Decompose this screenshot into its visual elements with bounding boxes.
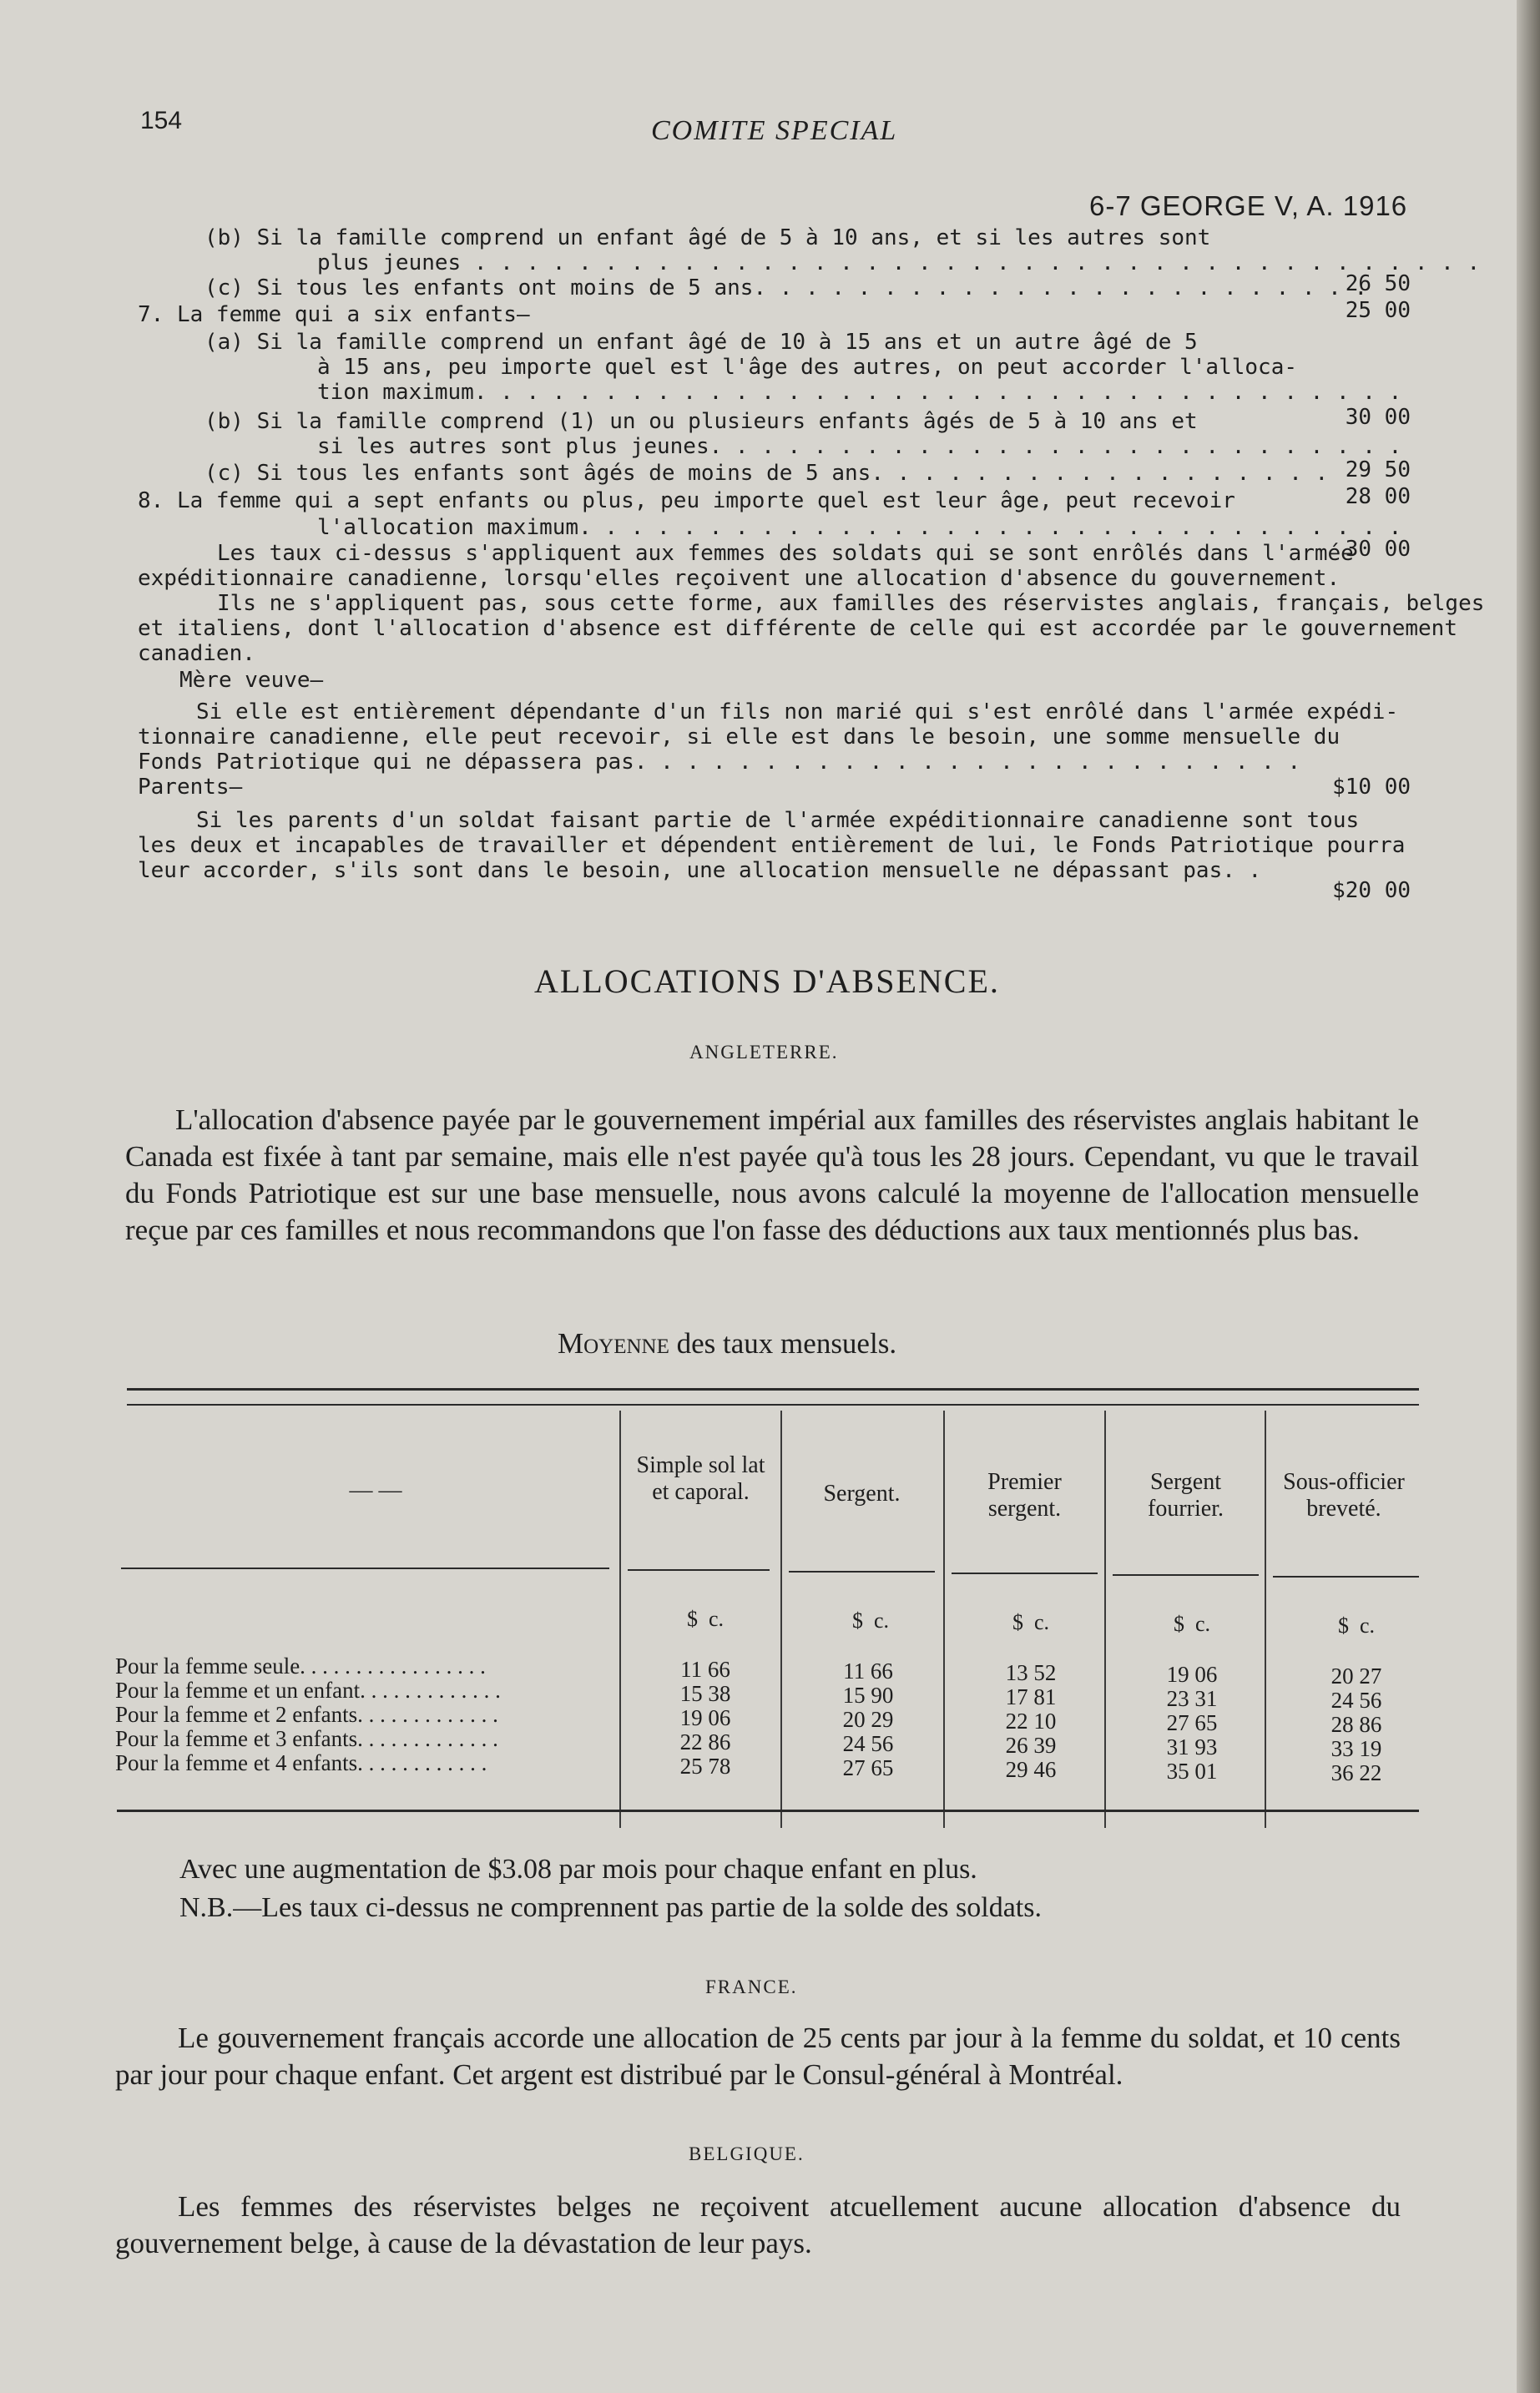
table-cell: 19 06 <box>1166 1662 1218 1687</box>
column-divider <box>780 1411 782 1828</box>
column-header: Sergent. <box>823 1481 901 1507</box>
table-cell: 22 86 <box>679 1729 731 1754</box>
table-cell: 25 78 <box>679 1754 731 1779</box>
column-header: Premier sergent. <box>987 1469 1062 1522</box>
table-cell: 28 86 <box>1330 1712 1382 1737</box>
unit-dollar: $ <box>1012 1610 1023 1634</box>
column-header: Sous-officier breveté. <box>1283 1469 1405 1522</box>
list-line: 7. La femme qui a six enfants— <box>138 302 530 327</box>
list-line: Si les parents d'un soldat faisant partie de l'armée expéditionnaire canadienne sont tous <box>196 808 1360 833</box>
table-row-label: Pour la femme seule. . . . . . . . . . . . . . . . . <box>115 1653 486 1679</box>
header-underline <box>1273 1576 1419 1578</box>
table-caption-lead: Moyenne <box>558 1327 669 1360</box>
england-paragraph: L'allocation d'absence payée par le gouvernement impérial aux familles des réservistes anglais habitant le Canada est fixée à tant par semaine, mais elle n'est payée qu'à tous les 28 jours. Cependant, vu que le travail du Fonds Patriotique est sur une base mensuelle, nous avons calculé la moyenne de l'allocation mensuelle reçue par ces familles et nous recommandons que l'on fasse des déductions aux taux mentionnés plus bas. <box>125 1103 1419 1246</box>
table-cell: 29 46 <box>1005 1757 1057 1782</box>
list-line: à 15 ans, peu importe quel est l'âge des autres, on peut accorder l'alloca- <box>317 355 1297 380</box>
column-header: Simple sol lat et caporal. <box>636 1452 765 1505</box>
unit-cent: c. <box>708 1607 725 1631</box>
table-cell: 20 29 <box>842 1707 894 1732</box>
table-row-label: Pour la femme et 4 enfants. . . . . . . . . . . . <box>115 1750 487 1775</box>
list-amount: 26 50 <box>1345 271 1411 296</box>
table-cell: 13 52 <box>1005 1660 1057 1685</box>
table-cell: 36 22 <box>1330 1760 1382 1785</box>
list-amount: $20 00 <box>1332 878 1411 903</box>
france-paragraph: Le gouvernement français accorde une allocation de 25 cents par jour à la femme du soldat, et 10 cents par jour pour chaque enfant. Cet argent est distribué par le Consul-général à Montréal. <box>115 2022 1401 2091</box>
header-underline <box>952 1573 1098 1574</box>
table-row-label: Pour la femme et 2 enfants. . . . . . . . . . . . . <box>115 1702 498 1727</box>
list-amount: 30 00 <box>1345 537 1411 562</box>
table-cell: 15 38 <box>679 1681 731 1706</box>
table-cell: 35 01 <box>1166 1759 1218 1784</box>
list-line: tion maximum. . . . . . . . . . . . . . . . . . . . . . . . . . . . . . . . . . . . <box>317 380 1402 405</box>
table-top-rule <box>127 1388 1419 1391</box>
list-amount: 28 00 <box>1345 484 1411 509</box>
unit-label <box>1327 1613 1386 1638</box>
table-cell: 24 56 <box>842 1731 894 1756</box>
list-amount: $10 00 <box>1332 775 1411 800</box>
list-line: et italiens, dont l'allocation d'absence est différente de celle qui est accordée par le gouvernement <box>138 616 1457 641</box>
unit-dollar: $ <box>851 1608 863 1633</box>
table-top-rule-2 <box>127 1404 1419 1406</box>
list-amount: 29 50 <box>1345 457 1411 482</box>
header-underline <box>628 1569 770 1571</box>
table-caption <box>558 1327 896 1361</box>
note-nb: N.B.—Les taux ci-dessus ne comprennent pas partie de la solde des soldats. <box>179 1892 1042 1923</box>
column-divider <box>1104 1411 1106 1828</box>
header-underline <box>121 1568 609 1569</box>
table-cell: 20 27 <box>1330 1663 1382 1689</box>
table-cell: 17 81 <box>1005 1684 1057 1709</box>
list-line: leur accorder, s'ils sont dans le besoin, une allocation mensuelle ne dépassant pas. . <box>138 858 1262 883</box>
table-cell: 22 10 <box>1005 1709 1057 1734</box>
unit-dollar: $ <box>686 1607 698 1631</box>
list-amount: 30 00 <box>1345 405 1411 430</box>
unit-dollar: $ <box>1337 1613 1349 1638</box>
table-cell: 11 66 <box>680 1657 730 1682</box>
header-underline <box>1113 1574 1259 1576</box>
page-number: 154 <box>140 107 183 134</box>
list-line: si les autres sont plus jeunes. . . . . . . . . . . . . . . . . . . . . . . . . . . <box>317 434 1402 459</box>
table-cell: 24 56 <box>1330 1688 1382 1713</box>
unit-cent: c. <box>1359 1613 1376 1638</box>
table-cell: 11 66 <box>843 1658 893 1684</box>
subheading-england: ANGLETERRE. <box>689 1042 839 1063</box>
table-row-label: Pour la femme et 3 enfants. . . . . . . . . . . . . <box>115 1726 498 1751</box>
list-line: (b) Si la famille comprend un enfant âgé de 5 à 10 ans, et si les autres sont <box>204 225 1211 250</box>
unit-label <box>1163 1612 1221 1637</box>
list-line: Fonds Patriotique qui ne dépassera pas. . . . . . . . . . . . . . . . . . . . . . . . . . <box>138 750 1301 775</box>
column-divider <box>1265 1411 1266 1828</box>
list-line: (b) Si la famille comprend (1) un ou plusieurs enfants âgés de 5 à 10 ans et <box>204 409 1198 434</box>
table-cell: 15 90 <box>842 1683 894 1708</box>
running-title: COMITE SPECIAL <box>651 115 898 146</box>
list-line: plus jeunes . . . . . . . . . . . . . . . . . . . . . . . . . . . . . . . . . . . . . . . <box>317 250 1481 275</box>
list-line: les deux et incapables de travailler et dépendent entièrement de lui, le Fonds Patriotique pourra <box>138 833 1406 858</box>
list-amount: 25 00 <box>1345 298 1411 323</box>
table-cell: 33 19 <box>1330 1736 1382 1761</box>
list-line: Les taux ci-dessus s'appliquent aux femmes des soldats qui se sont enrôlés dans l'armée <box>217 541 1354 566</box>
table-cell: 23 31 <box>1166 1686 1218 1711</box>
subheading-belgium: BELGIQUE. <box>689 2143 805 2164</box>
belgium-paragraph: Les femmes des réservistes belges ne reçoivent atcuellement aucune allocation d'absence du gouvernement belge, à cause de la dévastation de leur pays. <box>115 2190 1401 2259</box>
table-cell: 27 65 <box>842 1755 894 1780</box>
list-line: tionnaire canadienne, elle peut recevoir, si elle est dans le besoin, une somme mensuelle du <box>138 724 1341 750</box>
list-line: Si elle est entièrement dépendante d'un fils non marié qui s'est enrôlé dans l'armée expédi- <box>196 699 1399 724</box>
list-line: l'allocation maximum. . . . . . . . . . . . . . . . . . . . . . . . . . . . . . . . <box>317 515 1402 540</box>
column-divider <box>619 1411 621 1828</box>
table-caption-rest: des taux mensuels. <box>669 1327 897 1360</box>
unit-label <box>1002 1610 1060 1635</box>
table-cell: 31 93 <box>1166 1734 1218 1759</box>
column-header: Sergent fourrier. <box>1148 1469 1224 1522</box>
list-line: Ils ne s'appliquent pas, sous cette forme, aux familles des réservistes anglais, français, belges <box>217 591 1485 616</box>
unit-cent: c. <box>1194 1612 1211 1636</box>
subheading-france: FRANCE. <box>705 1976 798 1997</box>
list-line: (a) Si la famille comprend un enfant âgé de 10 à 15 ans et un autre âgé de 5 <box>204 330 1198 355</box>
note-increase: Avec une augmentation de $3.08 par mois pour chaque enfant en plus. <box>179 1854 977 1885</box>
column-divider <box>943 1411 945 1828</box>
session-label: 6-7 GEORGE V, A. 1916 <box>1089 190 1408 221</box>
list-line: expéditionnaire canadienne, lorsqu'elles reçoivent une allocation d'absence du gouvernement. <box>138 566 1341 591</box>
header-underline <box>789 1571 935 1573</box>
table-cell: 26 39 <box>1005 1733 1057 1758</box>
list-line: (c) Si tous les enfants sont âgés de moins de 5 ans. . . . . . . . . . . . . . . . . . <box>204 461 1329 486</box>
table-cell: 27 65 <box>1166 1710 1218 1735</box>
section-title: ALLOCATIONS D'ABSENCE. <box>534 962 1000 1000</box>
list-line: canadien. <box>138 641 255 666</box>
table-bottom-rule <box>117 1810 1419 1812</box>
page-binding-edge <box>1517 0 1540 2393</box>
table-cell: 19 06 <box>679 1705 731 1730</box>
list-line: 8. La femme qui a sept enfants ou plus, peu importe quel est leur âge, peut recevoir <box>138 488 1235 513</box>
list-line: (c) Si tous les enfants ont moins de 5 ans. . . . . . . . . . . . . . . . . . . . . . . . <box>204 275 1368 300</box>
unit-dollar: $ <box>1173 1612 1184 1636</box>
unit-cent: c. <box>1033 1610 1050 1634</box>
list-line: Parents— <box>138 775 243 800</box>
unit-cent: c. <box>873 1608 890 1633</box>
stub-header: — — <box>349 1477 402 1503</box>
unit-label <box>676 1607 735 1632</box>
table-row-label: Pour la femme et un enfant. . . . . . . . . . . . . <box>115 1678 501 1703</box>
list-line: Mère veuve— <box>179 668 324 693</box>
unit-label <box>841 1608 900 1633</box>
